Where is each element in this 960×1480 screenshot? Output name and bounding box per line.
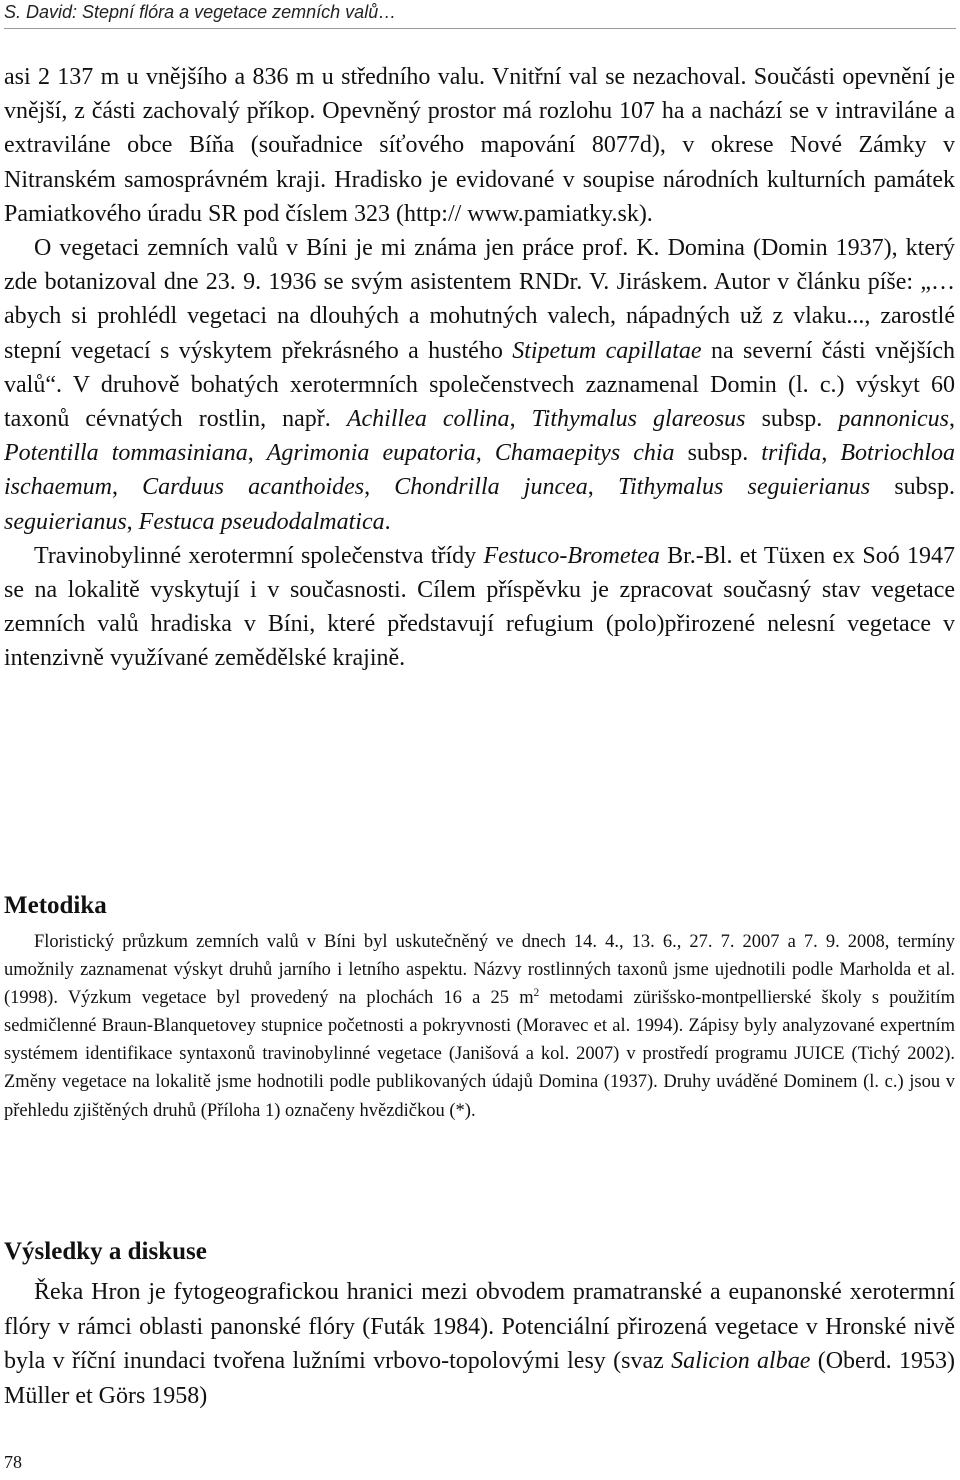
paragraph-text: . bbox=[384, 508, 391, 535]
paragraph-text: , bbox=[247, 440, 267, 467]
paragraph-text: , bbox=[126, 508, 139, 535]
header-rule bbox=[4, 28, 956, 29]
paragraph-text: na severní části vnějších valů“. V druhově bohatých xerotermních společenstvech zaznamenal Domin (l. c.) výskyt 60 taxonů cévnatých rostlin, např. bbox=[4, 337, 956, 433]
results-paragraph bbox=[4, 1275, 955, 1413]
taxon-name: Potentilla tommasiniana bbox=[4, 440, 248, 467]
taxon-name: Carduus acanthoides bbox=[142, 474, 365, 501]
paragraph-text: , bbox=[949, 406, 956, 433]
intro-paragraph-1 bbox=[4, 60, 955, 231]
paragraph-text: Travinobylinné xerotermní společenstva třídy bbox=[34, 542, 484, 569]
methods-heading: Metodika bbox=[4, 892, 107, 919]
results-heading: Výsledky a diskuse bbox=[4, 1238, 207, 1265]
taxon-name: Festuca pseudodalmatica bbox=[138, 508, 385, 535]
running-head: S. David: Stepní flóra a vegetace zemních valů… bbox=[4, 2, 397, 22]
taxon-name: pannonicus bbox=[838, 406, 950, 433]
taxon-name: Tithymalus glareosus bbox=[531, 406, 746, 433]
paragraph-text: subsp. bbox=[870, 474, 955, 501]
intro-section bbox=[4, 60, 955, 676]
taxon-name: Achillea collina bbox=[346, 406, 510, 433]
methods-paragraph bbox=[4, 928, 955, 1125]
paragraph-text: , bbox=[509, 406, 532, 433]
paragraph-text: , bbox=[111, 474, 143, 501]
page-number: 78 bbox=[4, 1452, 22, 1472]
paragraph-text: , bbox=[364, 474, 395, 501]
intro-paragraph-2 bbox=[4, 231, 955, 539]
paragraph-text: subsp. bbox=[745, 406, 839, 433]
paragraph-text: O vegetaci zemních valů v Bíni je mi známa jen práce prof. K. Domina (Domin 1937), který zde botanizoval dne 23. 9. 1936 se svým asistentem RNDr. V. Jiráskem. Autor v článku píše: „…abych si prohlédl vegetaci na dlouhých a mohutných valech, nápadných už z vlaku..., zarostlé stepní vegetací s výskytem překrásného a hustého bbox=[4, 235, 955, 364]
paragraph-text: Br.-Bl. et Tüxen ex Soó 1947 se na lokalitě vyskytují i v současnosti. Cílem příspěvku je zpracovat současný stav vegetace zemních valů hradiska v Bíni, které představují refugium (polo)přirozené nelesní vegetace v intenzivně využívané zemědělské krajině. bbox=[4, 542, 955, 672]
paragraph-text: Floristický průzkum zemních valů v Bíni byl uskutečněný ve dnech 14. 4., 13. 6., 27. 7. 2007 a 7. 9. 2008, termíny umožnily zaznamenat výskyt druhů jarního i letního aspektu. Názvy rostlinných taxonů jsme ujednotili podle Marholda et al. (1998). Výzkum vegetace byl provedený na plochách 16 a 25 m bbox=[4, 932, 955, 1009]
paragraph-text: , bbox=[821, 440, 841, 467]
results-section bbox=[4, 1275, 955, 1413]
methods-section bbox=[4, 928, 955, 1125]
intro-paragraph-3 bbox=[4, 539, 955, 676]
taxon-name: Tithymalus seguierianus bbox=[617, 474, 871, 501]
superscript: 2 bbox=[533, 987, 540, 1000]
paragraph-text: metodami zürišsko-montpellierské školy s použitím sedmičlenné Braun-Blanquetovey stupnice početnosti a pokryvnosti (Moravec et al. 1994). Zápisy byly analyzované expertním systémem identifikace syntaxonů travinobylinné vegetace (Janišová a kol. 2007) v prostředí programu JUICE (Tichý 2002). Změny vegetace na lokalitě jsme hodnotili podle publikovaných údajů Domina (1937). Druhy uváděné Dominem (l. c.) jsou v přehledu zjištěných druhů (Příloha 1) označeny hvězdičkou (*). bbox=[4, 988, 955, 1121]
taxon-name: trifida bbox=[761, 440, 822, 467]
paragraph-text: , bbox=[587, 474, 618, 501]
taxon-name: Stipetum capillatae bbox=[512, 337, 702, 364]
paragraph-text: , bbox=[475, 440, 495, 467]
paragraph-text: asi 2 137 m u vnějšího a 836 m u středního valu. Vnitřní val se nezachoval. Součásti opevnění je vnější, z části zachovalý příkop. Opevněný prostor má rozlohu 107 ha a nachází se v intraviláne a extraviláne obce Bíňa (souřadnice síťového mapování 8077d), v okrese Nové Zámky v Nitranském samosprávném kraji. Hradisko je evidované v soupise národních kulturních památek Pamiatkového úradu SR pod číslem 323 (http:// www.pamiatky.sk). bbox=[4, 64, 955, 227]
syntaxon-name: Festuco-Brometea bbox=[483, 542, 660, 569]
taxon-name: Botriochloa ischaemum bbox=[4, 440, 956, 501]
paragraph-text: (Oberd. 1953) Müller et Görs 1958) bbox=[4, 1348, 955, 1409]
taxon-name: Chamaepitys chia bbox=[494, 440, 675, 467]
syntaxon-name: Salicion albae bbox=[671, 1348, 811, 1375]
taxon-name: Agrimonia eupatoria bbox=[266, 440, 476, 467]
taxon-name: seguierianus bbox=[4, 508, 127, 535]
paragraph-text: subsp. bbox=[674, 440, 762, 467]
taxon-name: Chondrilla juncea bbox=[394, 474, 588, 501]
paragraph-text: Řeka Hron je fytogeografickou hranici mezi obvodem pramatranské a eupanonské xerotermní flóry v rámci oblasti panonské flóry (Futák 1984). Potenciální přirozená vegetace v Hronské nivě byla v říční inundaci tvořena lužními vrbovo-topolovými lesy (svaz bbox=[4, 1279, 955, 1375]
